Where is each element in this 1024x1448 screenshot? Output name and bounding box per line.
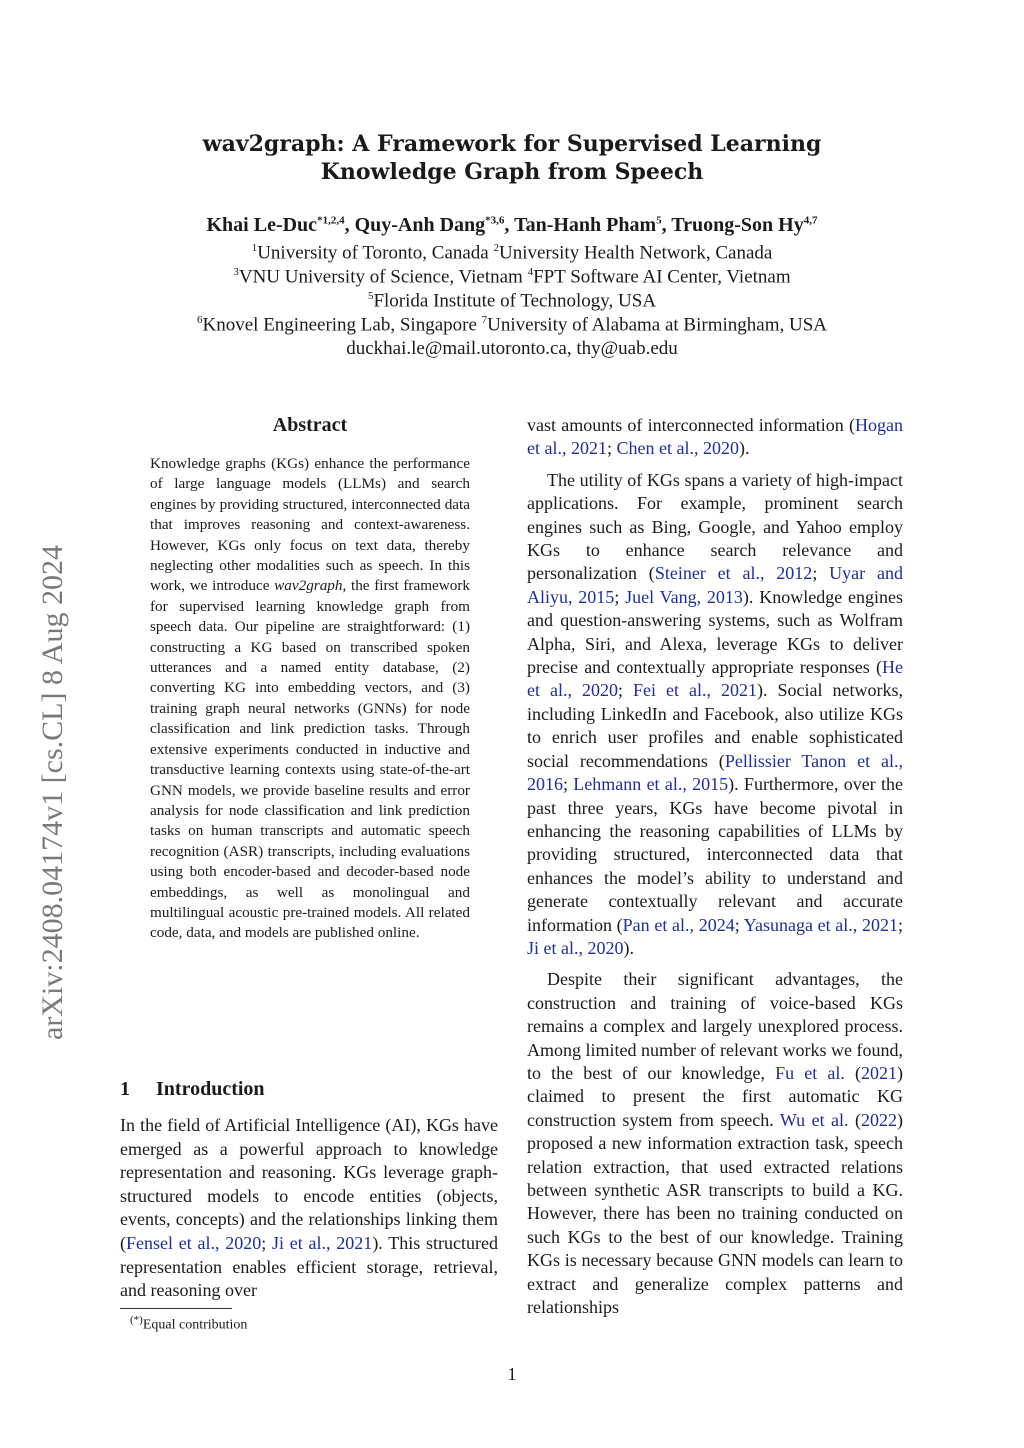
title-line-1: wav2graph: A Framework for Supervised Learning bbox=[202, 131, 822, 157]
body-text: ). bbox=[738, 438, 750, 459]
section-heading-introduction bbox=[120, 1078, 265, 1101]
arxiv-identifier: arXiv:2408.04174v1 [cs.CL] 8 Aug 2024 bbox=[36, 545, 69, 1040]
affiliation-mark: 2 bbox=[493, 242, 499, 254]
affiliation-mark: 5 bbox=[367, 290, 374, 302]
body-text: ). Knowledge engines and question-answering systems, such as Wolfram Alpha, Siri, and Alexa, leverage KGs to deliver precise and contextually appropriate responses ( bbox=[527, 586, 903, 678]
footnote-text: Equal contribution bbox=[142, 1317, 248, 1333]
affiliation-line bbox=[0, 290, 1024, 312]
abstract-heading: Abstract bbox=[272, 414, 348, 436]
section-title: Introduction bbox=[156, 1078, 265, 1100]
author-name: Truong-Son Hy bbox=[671, 214, 804, 236]
citation-year-link[interactable]: 2022 bbox=[861, 1109, 898, 1130]
author-affiliation-marks: *1,2,4 bbox=[317, 214, 345, 227]
paragraph: vast amounts of interconnected information (Hogan et al., 2021; Chen et al., 2020). bbox=[527, 415, 903, 459]
citation-link[interactable]: Lehmann et al., 2015 bbox=[573, 774, 729, 795]
right-column bbox=[527, 414, 903, 1319]
citation-link[interactable]: Ji et al., 2020 bbox=[527, 937, 624, 958]
citation-link[interactable]: Pellissier Tanon et al., 2016 bbox=[527, 750, 903, 795]
body-text: ). This structured representation enables efficient storage, retrieval, and reasoning over bbox=[120, 1232, 498, 1301]
citation-link[interactable]: Hogan et al., 2021 bbox=[527, 415, 903, 459]
abstract-text bbox=[150, 454, 470, 944]
affiliation: Florida Institute of Technology, USA bbox=[373, 290, 657, 312]
paragraph: Despite their significant advantages, the construction and training of voice-based KGs remains a complex and largely unexplored process. Among limited number of relevant works we found, to the best of our knowledge, Fu et al. (2021) claimed to present the first automatic KG construction system from speech. Wu et al. (2022) proposed a new information extraction task, speech relation extraction, that used extracted relations between synthetic ASR transcripts to build a KG. However, there has been no training conducted on such KGs to the best of our knowledge. Training KGs is necessary because GNN models can learn to extract and generalize complex patterns and relationships bbox=[527, 969, 904, 1318]
citation-link[interactable]: Chen et al., 2020 bbox=[616, 438, 739, 459]
author-emails: duckhai.le@mail.utoronto.ca, thy@uab.edu bbox=[346, 338, 678, 359]
citation-link[interactable]: Pan et al., 2024 bbox=[622, 914, 735, 935]
affiliation-mark: 1 bbox=[251, 242, 258, 254]
body-text: In the field of Artificial Intelligence (AI), KGs have emerged as a powerful approach to knowledge representation and reasoning. KGs leverage graph-structured models to encode entities (objects, events, concepts) and the relationships linking them ( bbox=[120, 1115, 498, 1253]
citation-link[interactable]: Steiner et al., 2012 bbox=[654, 563, 813, 584]
abstract-emphasis: wav2graph bbox=[274, 577, 343, 595]
affiliation: University of Alabama at Birmingham, USA bbox=[487, 314, 827, 336]
author-affiliation-marks: 5 bbox=[656, 214, 662, 227]
footnote bbox=[130, 1314, 247, 1334]
footnote-rule bbox=[120, 1308, 232, 1309]
citation-link[interactable]: Yasunaga et al., 2021 bbox=[743, 914, 898, 935]
affiliation-mark: 7 bbox=[481, 314, 488, 326]
title-line-2: Knowledge Graph from Speech bbox=[320, 159, 704, 185]
author-name: Khai Le-Duc bbox=[206, 214, 318, 236]
affiliation-line bbox=[0, 242, 1024, 264]
citation-link[interactable]: He et al., 2020 bbox=[527, 657, 903, 701]
author-affiliation-marks: 4,7 bbox=[803, 214, 818, 227]
affiliation-mark: 3 bbox=[233, 266, 239, 278]
author-name: Tan-Hanh Pham bbox=[514, 214, 657, 236]
affiliation-mark: 6 bbox=[197, 314, 203, 326]
affiliation-line bbox=[0, 314, 1024, 336]
citation-link[interactable]: Fu et al. bbox=[775, 1062, 845, 1083]
affiliation: University of Toronto, Canada bbox=[257, 242, 494, 264]
author-name: Quy-Anh Dang bbox=[354, 214, 486, 236]
section-number: 1 bbox=[120, 1078, 130, 1100]
body-text: Despite their significant advantages, the construction and training of voice-based KGs remains a complex and largely unexplored process. Among limited number of relevant works we found, to the best of our knowledge, bbox=[527, 969, 903, 1083]
footnote-mark: (*) bbox=[130, 1314, 143, 1326]
citation-link[interactable]: Fensel et al., 2020 bbox=[126, 1232, 262, 1253]
citation-link[interactable]: Fei et al., 2021 bbox=[633, 680, 758, 701]
body-text: ). Furthermore, over the past three years, KGs have become pivotal in enhancing the reasoning capabilities of LLMs by providing structured, interconnected data that enhances the model’s ability to understand and generate contextually relevant and accurate information ( bbox=[527, 774, 903, 935]
affiliation: Knovel Engineering Lab, Singapore bbox=[202, 314, 482, 336]
affiliation-mark: 4 bbox=[527, 266, 534, 278]
author-list: Khai Le-Duc$^{*1,2,4}$, Quy-Anh Dang$^{*3,6}$, Tan-Hanh Pham$^5$, Truong-Son Hy$^{4,7}$ bbox=[206, 214, 818, 236]
citation-year-link[interactable]: 2021 bbox=[861, 1062, 898, 1083]
paragraph: The utility of KGs spans a variety of high-impact applications. For example, prominent search engines such as Bing, Google, and Yahoo employ KGs to enhance search relevance and personalization (Steiner et al., 2012; Uyar and Aliyu, 2015; Juel Vang, 2013). Knowledge engines and question-answering systems, such as Wolfram Alpha, Siri, and Alexa, leverage KGs to deliver precise and contextually appropriate responses (He et al., 2020; Fei et al., 2021). Social networks, including LinkedIn and Facebook, also utilize KGs to enrich user profiles and enable sophisticated social recommendations (Pellissier Tanon et al., 2016; Lehmann et al., 2015). Furthermore, over the past three years, KGs have become pivotal in enhancing the reasoning capabilities of LLMs by providing structured, interconnected data that enhances the model’s ability to understand and generate contextually relevant and accurate information (Pan et al., 2024; Yasunaga et al., 2021; Ji et al., 2020). bbox=[527, 469, 903, 958]
page-number: 1 bbox=[507, 1364, 517, 1384]
abstract-part: Knowledge graphs (KGs) enhance the performance of large language models (LLMs) and search engines by providing structured, interconnected data that improves reasoning and context-awareness. However, KGs only focus on text data, thereby neglecting other modalities such as speech. In this work, we introduce bbox=[150, 455, 470, 595]
intro-paragraph: In the field of Artificial Intelligence (AI), KGs have emerged as a powerful approach to knowledge representation and reasoning. KGs leverage graph-structured models to encode entities (objects, events, concepts) and the relationships linking them (Fensel et al., 2020; Ji et al., 2021). This structured representation enables efficient storage, retrieval, and reasoning over bbox=[120, 1115, 498, 1301]
affiliation: VNU University of Science, Vietnam bbox=[238, 266, 528, 288]
citation-link[interactable]: Wu et al. bbox=[779, 1109, 849, 1130]
affiliation: FPT Software AI Center, Vietnam bbox=[533, 266, 791, 288]
body-text: vast amounts of interconnected information ( bbox=[527, 415, 855, 435]
body-text: The utility of KGs spans a variety of high-impact applications. For example, prominent search engines such as Bing, Google, and Yahoo employ KGs to enhance search relevance and personalization ( bbox=[527, 469, 903, 584]
citation-link[interactable]: Juel Vang, 2013 bbox=[625, 586, 743, 607]
affiliation-line bbox=[0, 266, 1024, 288]
citation-link[interactable]: Ji et al., 2021 bbox=[272, 1232, 373, 1253]
paper-title bbox=[0, 130, 1024, 186]
body-text: proposed a new information extraction task, speech relation extraction, that used extracted relations between synthetic ASR transcripts to build a KG. However, there has been no training conducted on such KGs to the best of our knowledge. Training KGs is necessary because GNN models can learn to extract and generalize complex patterns and relationships bbox=[527, 1133, 903, 1318]
citation-link[interactable]: Uyar and Aliyu, 2015 bbox=[527, 563, 903, 607]
affiliation: University Health Network, Canada bbox=[499, 242, 773, 264]
body-text: claimed to present the first automatic KG construction system from speech. bbox=[527, 1086, 903, 1130]
abstract-part: , the first framework for supervised learning knowledge graph from speech data. Our pipeline are straightforward: (1) constructing a KG based on transcribed spoken utterances and a named entity database, (2) converting KG into embedding vectors, and (3) training graph neural networks (GNNs) for node classification and link prediction tasks. Through extensive experiments conducted in inductive and transductive learning contexts using state-of-the-art GNN models, we provide baseline results and error analysis for node classification and link prediction tasks on human transcripts and automatic speech recognition (ASR) transcripts, including evaluations using both encoder-based and decoder-based node embeddings, as well as monolingual and multilingual acoustic pre-trained models. All related code, data, and models are published online. bbox=[150, 577, 470, 942]
body-text: ). bbox=[623, 937, 634, 958]
body-text: ). Social networks, including LinkedIn and Facebook, also utilize KGs to enrich user profiles and enable sophisticated social recommendations ( bbox=[527, 680, 903, 771]
author-affiliation-marks: *3,6 bbox=[485, 214, 505, 227]
